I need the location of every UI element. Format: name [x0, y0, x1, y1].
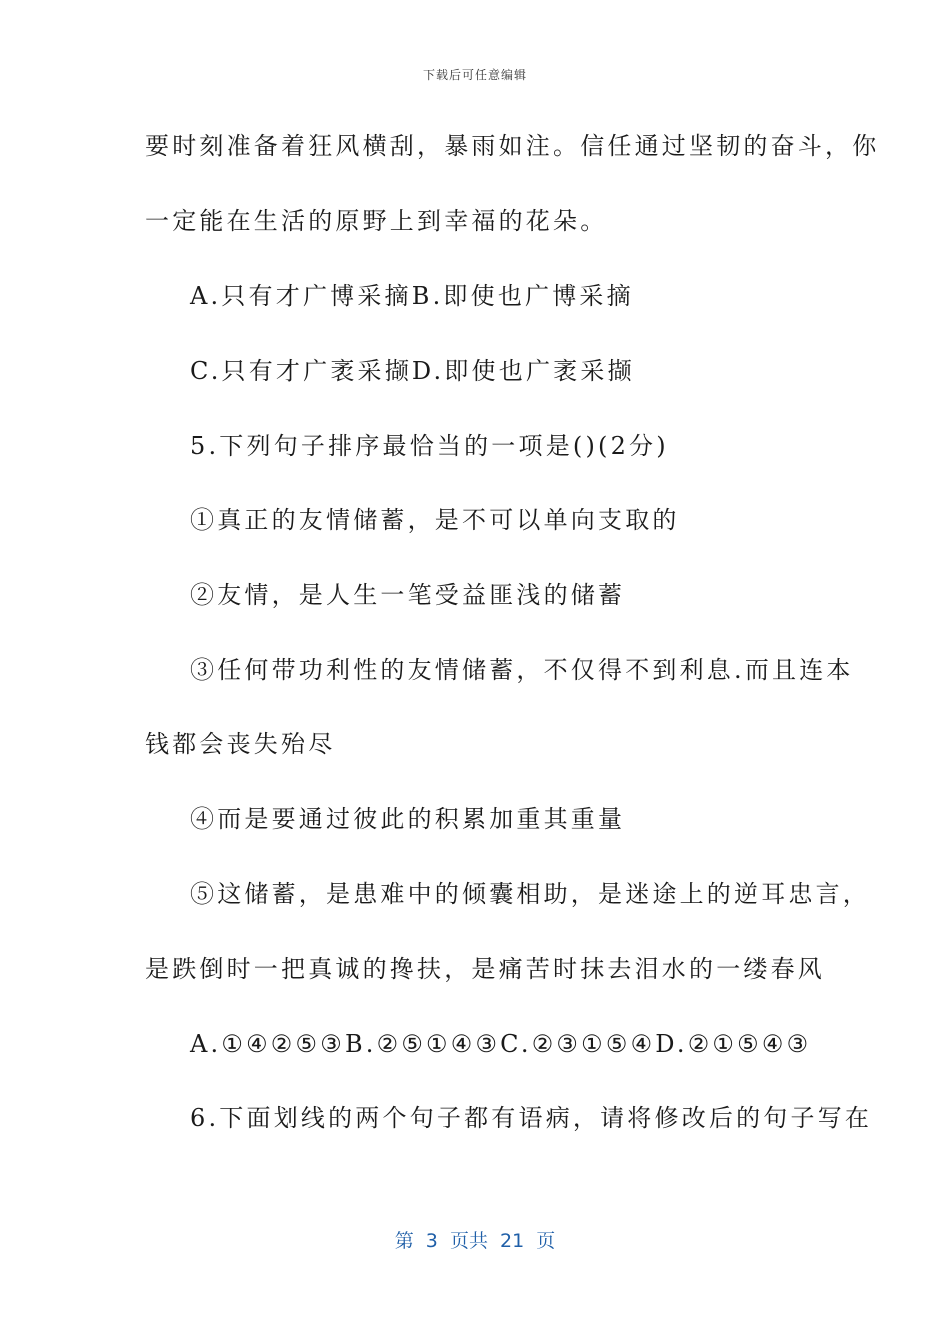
question-5: 5.下列句子排序最恰当的一项是()(2分): [190, 432, 669, 460]
sentence-2: ②友情，是人生一笔受益匪浅的储蓄: [190, 581, 626, 609]
option-line-a-b: A.只有才广博采摘B.即使也广博采摘: [190, 282, 634, 310]
question-6: 6.下面划线的两个句子都有语病，请将修改后的句子写在: [190, 1104, 873, 1132]
text-line-2: 一定能在生活的原野上到幸福的花朵。: [145, 207, 608, 235]
sentence-3: ③任何带功利性的友情储蓄，不仅得不到利息.而且连本: [190, 656, 854, 684]
sentence-1: ①真正的友情储蓄，是不可以单向支取的: [190, 506, 680, 534]
page-header: 下载后可任意编辑: [422, 68, 527, 82]
text-line-1: 要时刻准备着狂风横刮，暴雨如注。信任通过坚韧的奋斗，你: [145, 132, 880, 160]
sentence-4: ④而是要通过彼此的积累加重其重量: [190, 805, 626, 833]
sentence-5-continued: 是跌倒时一把真诚的搀扶，是痛苦时抹去泪水的一缕春风: [145, 955, 825, 983]
sentence-5: ⑤这储蓄，是患难中的倾囊相助，是迷途上的逆耳忠言，: [190, 880, 870, 908]
page-footer: 第 3 页共 21 页: [394, 1230, 556, 1252]
answer-options-5: A.①④②⑤③B.②⑤①④③C.②③①⑤④D.②①⑤④③: [190, 1030, 812, 1058]
sentence-3-continued: 钱都会丧失殆尽: [145, 730, 336, 758]
option-line-c-d: C.只有才广袤采撷D.即使也广袤采撷: [190, 357, 635, 385]
